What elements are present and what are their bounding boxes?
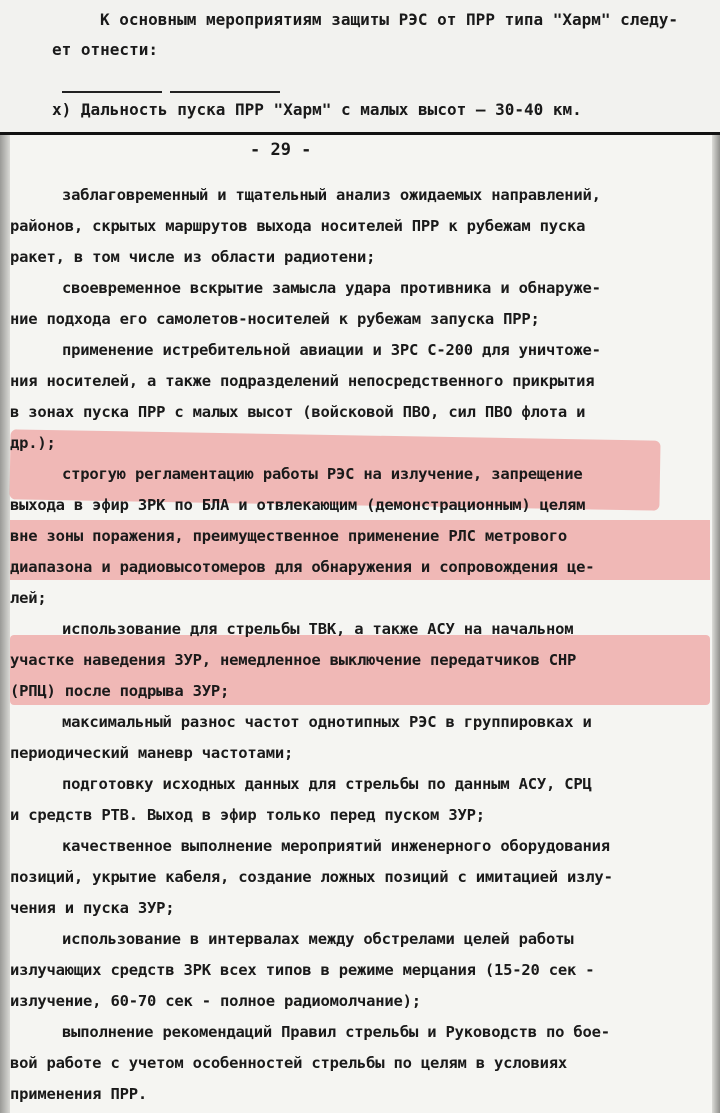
body-line: подготовку исходных данных для стрельбы по данным АСУ, СРЦ [62,775,592,793]
page-left-shadow [0,135,10,1113]
body-line: применения ПРР. [10,1085,147,1103]
body-line: ния носителей, а также подразделений непосредственного прикрытия [10,372,595,390]
footnote-separator-left [62,91,162,93]
body-line: использование в интервалах между обстрелами целей работы [62,930,574,948]
body-line: применение истребительной авиации и ЗРС С-200 для уничтоже- [62,341,601,359]
body-line: выхода в эфир ЗРК по БЛА и отвлекающим (демонстрационным) целям [10,496,586,514]
body-line: районов, скрытых маршрутов выхода носителей ПРР к рубежам пуска [10,217,586,235]
body-line: участке наведения ЗУР, немедленное выключение передатчиков СНР [10,651,577,669]
body-line: использование для стрельбы ТВК, а также АСУ на начальном [62,620,574,638]
body-line: выполнение рекомендаций Правил стрельбы и Руководств по бое- [62,1023,610,1041]
body-line: максимальный разнос частот однотипных РЭС в группировках и [62,713,592,731]
body-line: диапазона и радиовысотомеров для обнаружения и сопровождения це- [10,558,595,576]
page-number: - 29 - [250,140,312,160]
footnote: x) Дальность пуска ПРР "Харм" с малых высот – 30-40 км. [52,100,582,119]
body-line: чения и пуска ЗУР; [10,899,175,917]
body-line: и средств РТВ. Выход в эфир только перед пуском ЗУР; [10,806,485,824]
footnote-separator-right [170,91,280,93]
body-line: (РПЦ) после подрыва ЗУР; [10,682,230,700]
body-line: излучающих средств ЗРК всех типов в режиме мерцания (15-20 сек - [10,961,595,979]
body-line: строгую регламентацию работы РЭС на излучение, запрещение [62,465,583,483]
previous-page-line-2: ет отнести: [52,40,158,59]
body-line: вой работе с учетом особенностей стрельбы по целям в условиях [10,1054,568,1072]
previous-page-line-1: К основным мероприятиям защиты РЭС от ПРР типа "Харм" следу- [100,10,678,29]
body-line: качественное выполнение мероприятий инженерного оборудования [62,837,610,855]
page-right-shadow [712,135,720,1113]
body-line: излучение, 60-70 сек - полное радиомолчание); [10,992,421,1010]
body-line: заблаговременный и тщательный анализ ожидаемых направлений, [62,186,601,204]
body-line: в зонах пуска ПРР с малых высот (войсковой ПВО, сил ПВО флота и [10,403,586,421]
body-line: ракет, в том числе из области радиотени; [10,248,376,266]
body-line: своевременное вскрытие замысла удара противника и обнаруже- [62,279,601,297]
body-line: ние подхода его самолетов-носителей к рубежам запуска ПРР; [10,310,540,328]
body-line: вне зоны поражения, преимущественное применение РЛС метрового [10,527,568,545]
body-line: позиций, укрытие кабеля, создание ложных позиций с имитацией излу- [10,868,613,886]
body-line: периодический маневр частотами; [10,744,294,762]
body-line: лей; [10,589,47,607]
body-line: др.); [10,434,56,452]
